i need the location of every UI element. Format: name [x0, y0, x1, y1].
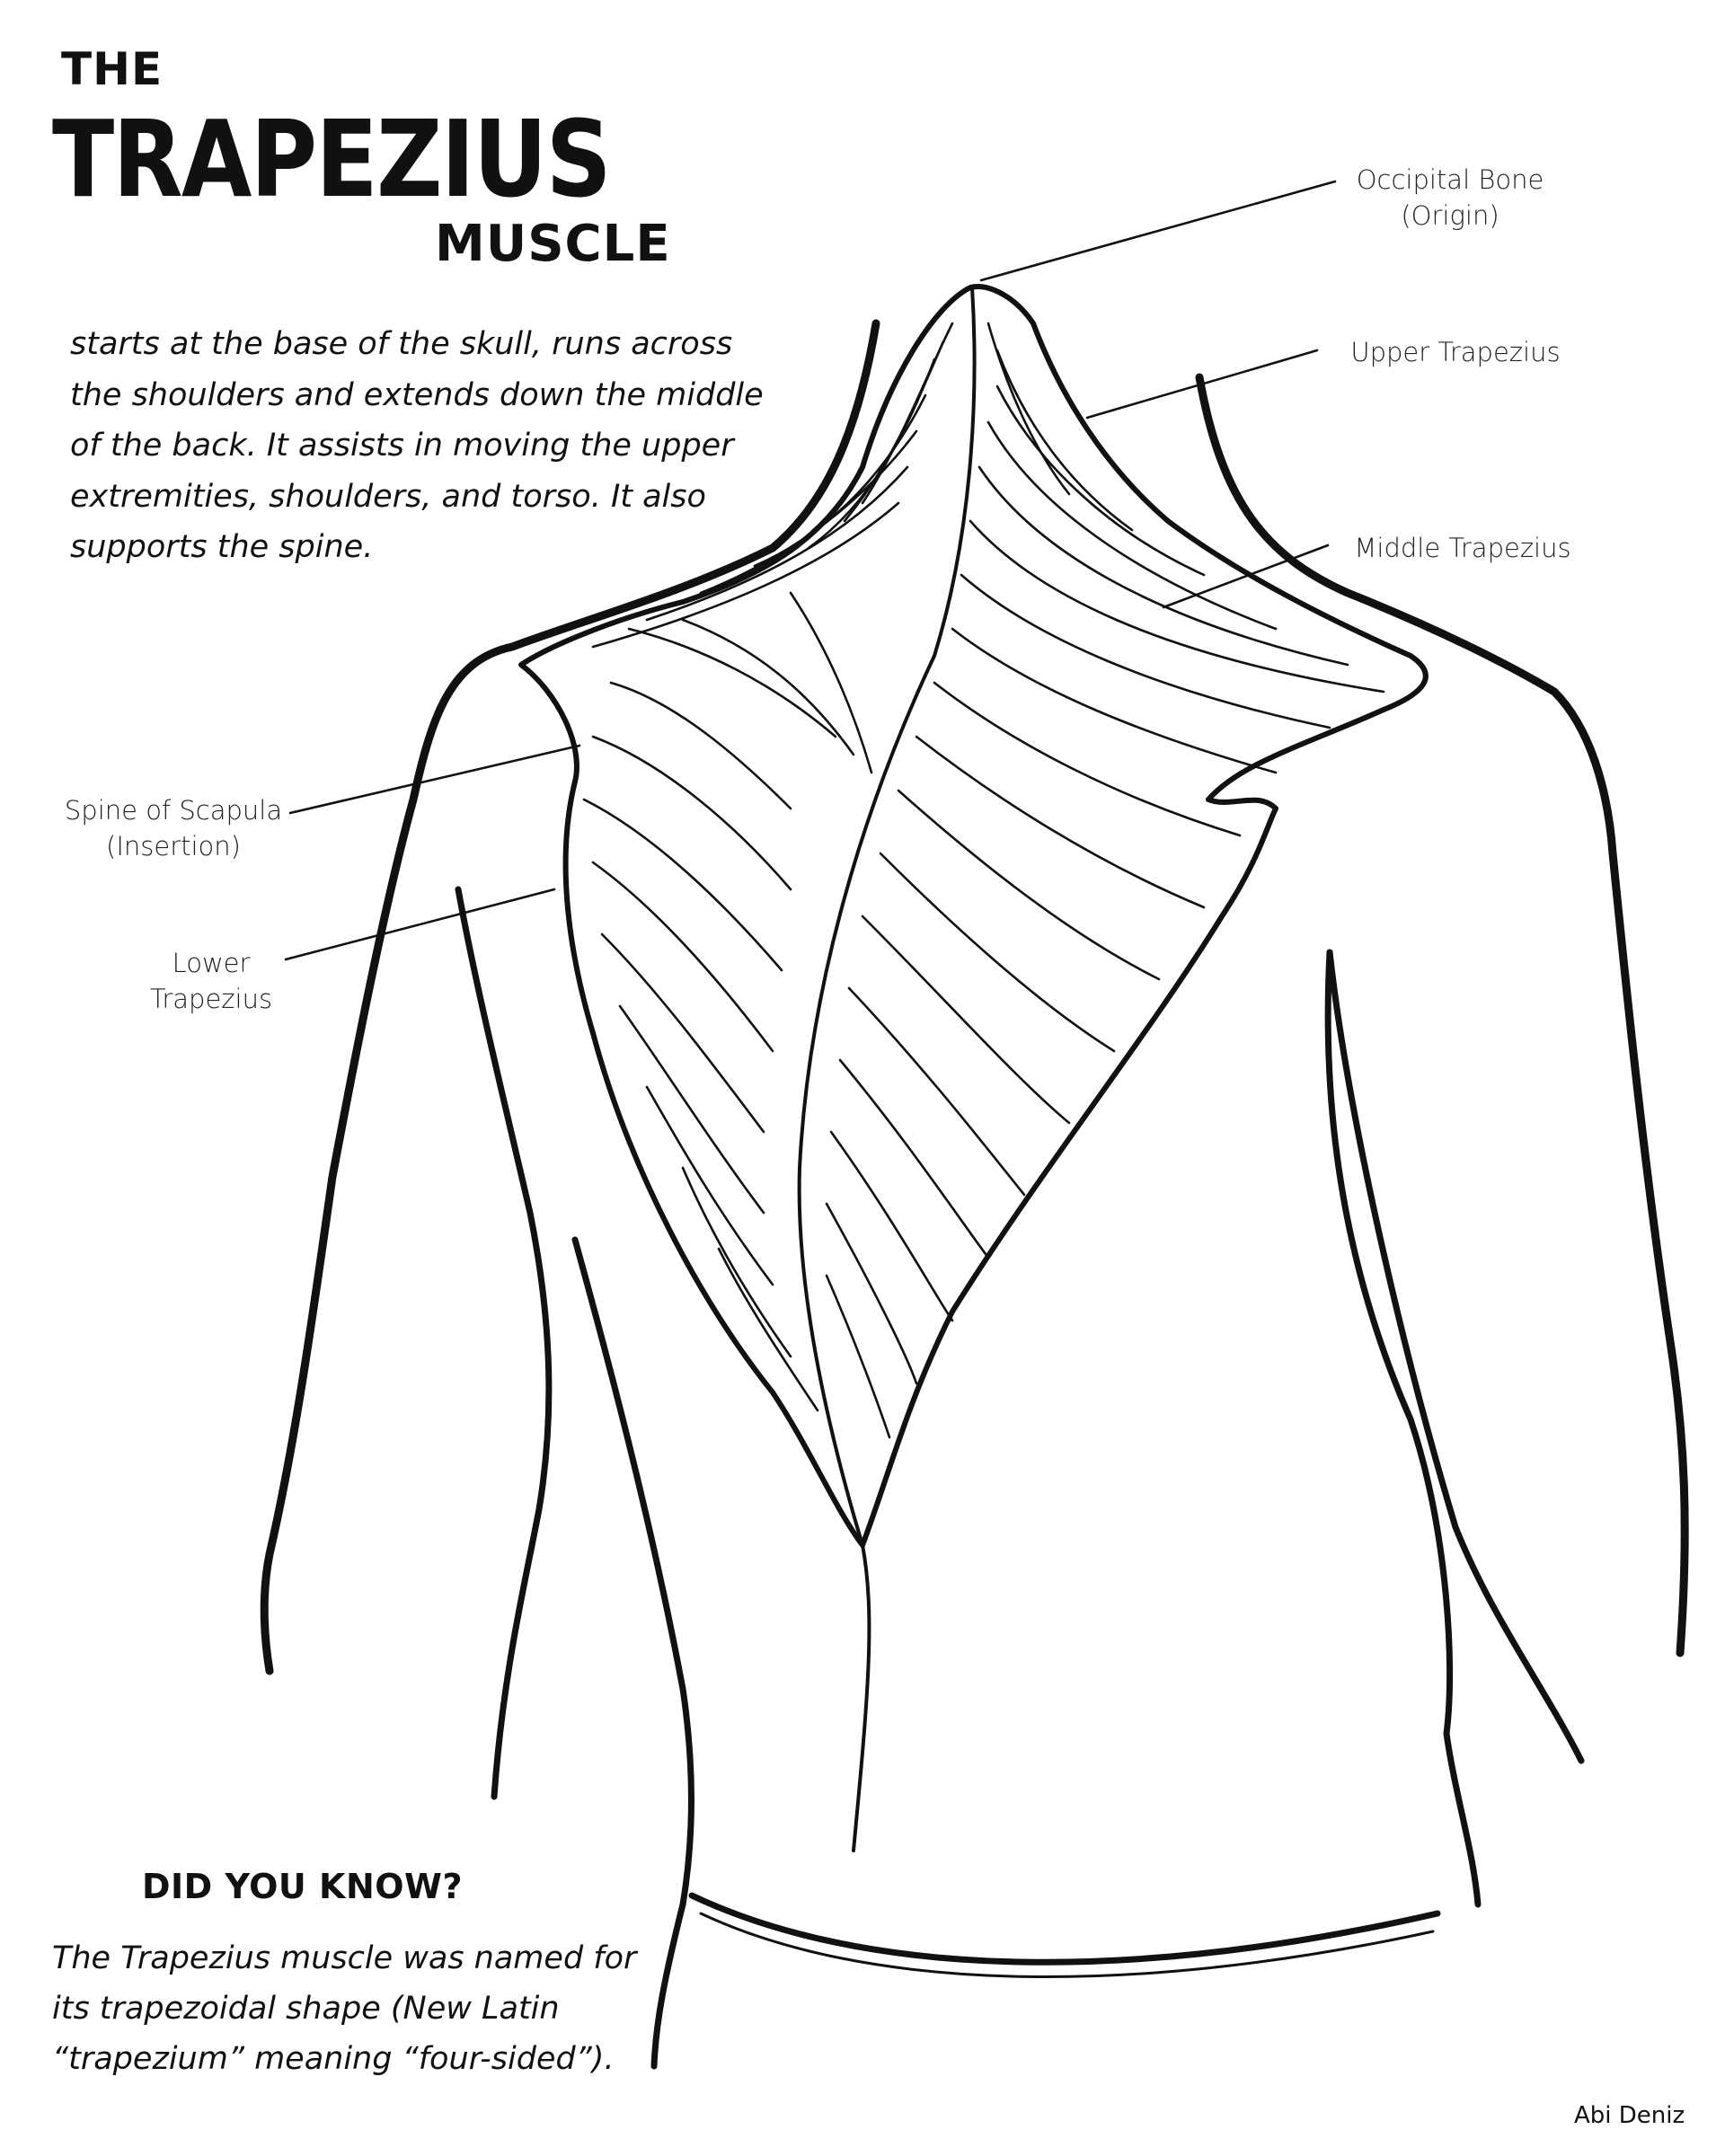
- label-lower-trapezius-line1: Lower: [172, 948, 251, 978]
- label-spine-of-scapula: [52, 792, 295, 864]
- label-occipital-bone: [1324, 162, 1576, 234]
- title-muscle: MUSCLE: [435, 215, 671, 273]
- did-you-know-heading: DID YOU KNOW?: [142, 1867, 464, 1906]
- arm-inner-left: [458, 889, 549, 1797]
- label-occipital-origin: (Origin): [1401, 200, 1499, 231]
- label-occipital-bone-name: Occipital Bone: [1356, 164, 1544, 195]
- label-middle-trapezius: Middle Trapezius: [1354, 533, 1571, 563]
- body-outline-right: [1199, 377, 1685, 1653]
- title-the: THE: [61, 43, 164, 95]
- label-lower-trapezius-line2: Trapezius: [149, 984, 273, 1014]
- leader-lower: [286, 889, 554, 959]
- author-credit: Abi Deniz: [1574, 2102, 1685, 2129]
- did-you-know-text: The Trapezius muscle was named for its trapezoidal shape (New Latin “trapezium” meaning “four-sided”).: [52, 1940, 637, 2077]
- label-upper-trapezius: Upper Trapezius: [1350, 337, 1561, 367]
- label-scapula-insertion: (Insertion): [106, 831, 241, 862]
- leader-occipital: [981, 181, 1335, 280]
- leader-scapula: [290, 746, 579, 813]
- description-text: starts at the base of the skull, runs across the shoulders and extends down the middle of the back. It assists in moving the upper extremities, shoulders, and torso. It also supports the spine.: [70, 326, 764, 565]
- arm-inner-right: [1330, 952, 1581, 1761]
- leader-middle: [1163, 545, 1328, 607]
- label-lower-trapezius: [108, 945, 314, 1017]
- page-title: TRAPEZIUS: [52, 97, 610, 221]
- label-spine-of-scapula-name: Spine of Scapula: [64, 795, 283, 826]
- waistband-lower: [701, 1913, 1433, 1977]
